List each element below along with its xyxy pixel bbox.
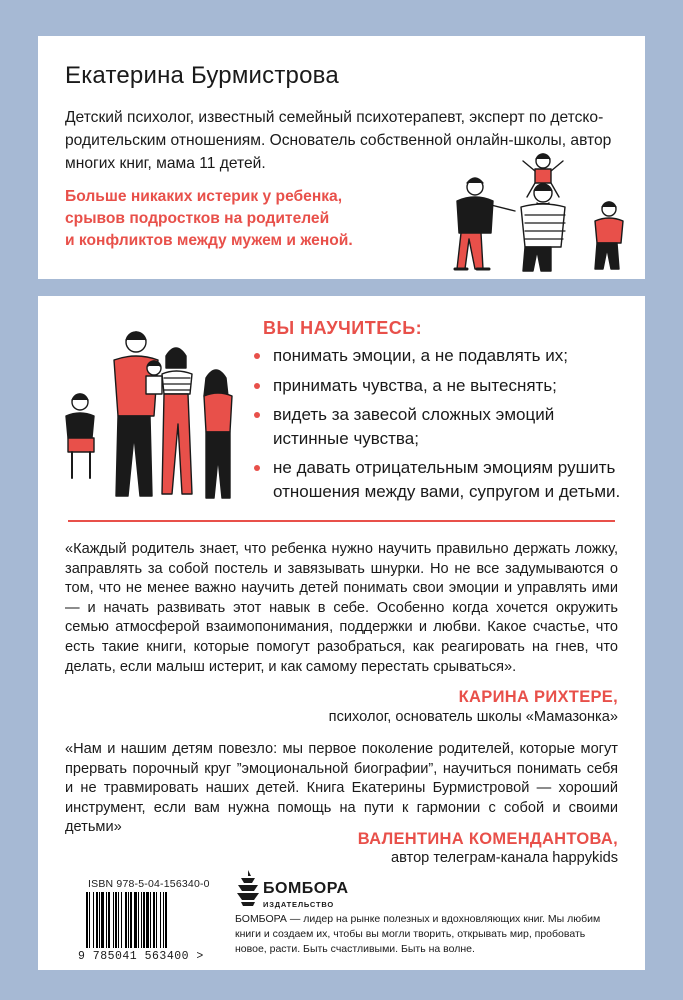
tagline-line: срывов подростков на родителей	[65, 210, 330, 227]
barcode-bar	[146, 892, 149, 948]
learn-list	[251, 344, 631, 509]
barcode-bar	[128, 892, 129, 948]
barcode-bar	[108, 892, 110, 948]
barcode-bar	[118, 892, 119, 948]
list-item	[251, 456, 631, 503]
content-panel	[38, 296, 645, 970]
barcode-digits: 9 785041 563400 >	[78, 950, 204, 963]
bullet-icon	[254, 465, 260, 471]
list-item-text: понимать эмоции, а не подавлять их;	[273, 346, 568, 365]
bullet-icon	[254, 383, 260, 389]
barcode-bar	[134, 892, 137, 948]
list-item	[251, 403, 631, 450]
barcode-bar	[86, 892, 88, 948]
barcode-bar	[125, 892, 127, 948]
publisher-subtitle: ИЗДАТЕЛЬСТВО	[263, 900, 334, 909]
barcode-bar	[115, 892, 117, 948]
barcode-bar	[143, 892, 145, 948]
barcode-bar	[96, 892, 98, 948]
review-author-role: психолог, основатель школы «Мамазонка»	[328, 709, 618, 725]
family-illustration-main	[58, 324, 263, 509]
tagline-line: и конфликтов между мужем и женой.	[65, 232, 353, 249]
barcode-bar	[113, 892, 114, 948]
isbn-label: ISBN 978-5-04-156340-0	[88, 878, 210, 890]
barcode-bar	[163, 892, 164, 948]
list-item	[251, 374, 631, 398]
publisher-name: БОМБОРА	[263, 880, 349, 897]
review-author-role: автор телеграм-канала happykids	[391, 850, 618, 866]
barcode-bar	[160, 892, 161, 948]
review-author: ВАЛЕНТИНА КОМЕНДАНТОВА,	[357, 830, 618, 848]
barcode-bar	[150, 892, 151, 948]
barcode	[82, 892, 212, 950]
family-illustration-top	[433, 151, 638, 276]
barcode-bar	[89, 892, 90, 948]
barcode-bar	[101, 892, 104, 948]
review-quote: «Каждый родитель знает, что ребенка нужно научить правильно держать ложку, заправлять за собой постель и завязывать шнурки. Но не все задумываются о том, что не менее важно научить детей понимать свои эмоции и управлять ими — и начать развивать этот навык в себе. Особенно когда хочется окружить семью атмосферой взаимопонимания, поддержки и любви. Какое счастье, что есть такие книги, которые помогут разобраться, как реагировать на гнев, что делать, если малыш истерит, и как самому перестать срываться».	[65, 541, 618, 675]
barcode-bar	[141, 892, 142, 948]
barcode-bar	[156, 892, 157, 948]
barcode-bar	[106, 892, 107, 948]
barcode-bar	[138, 892, 139, 948]
bullet-icon	[254, 412, 260, 418]
section-divider	[68, 520, 615, 522]
author-name: Екатерина Бурмистрова	[65, 62, 339, 89]
author-panel	[38, 36, 645, 279]
list-item-text: не давать отрицательным эмоциям рушить отношения между вами, супругом и детьми.	[273, 458, 621, 501]
list-item-text: видеть за завесой сложных эмоций истинные чувства;	[273, 405, 555, 448]
barcode-bar	[121, 892, 122, 948]
tagline-line: Больше никаких истерик у ребенка,	[65, 188, 343, 205]
author-bio: Детский психолог, известный семейный психотерапевт, эксперт по детско-родительским отношениям. Основатель собственной онлайн-школы, автор многих книг, мама 11 детей.	[65, 109, 612, 172]
review-author: КАРИНА РИХТЕРЕ,	[458, 688, 618, 706]
barcode-bar	[93, 892, 94, 948]
tagline	[65, 186, 445, 252]
bombora-logo-icon	[235, 868, 261, 908]
barcode-bar	[130, 892, 132, 948]
list-item	[251, 344, 631, 368]
barcode-bar	[99, 892, 100, 948]
publisher-description: БОМБОРА — лидер на рынке полезных и вдохновляющих книг. Мы любим книги и создаем их, чтобы вы могли творить, открывать мир, пробовать новое, расти. Быть счастливыми. Быть на волне.	[235, 913, 601, 955]
list-item-text: принимать чувства, а не вытеснять;	[273, 375, 557, 395]
bullet-icon	[254, 353, 260, 359]
barcode-bar	[153, 892, 155, 948]
review-quote: «Нам и нашим детям повезло: мы первое поколение родителей, которые могут прервать порочный круг ”эмоциональной биографии”, научиться понимать себя и не травмировать наших детей. Книга Екатерины Бурмистровой — хороший инструмент, если вам нужна помощь на пути к гармонии с собой и своими детьми»	[65, 741, 618, 836]
barcode-bar	[165, 892, 167, 948]
learn-title: ВЫ НАУЧИТЕСЬ:	[263, 318, 423, 338]
